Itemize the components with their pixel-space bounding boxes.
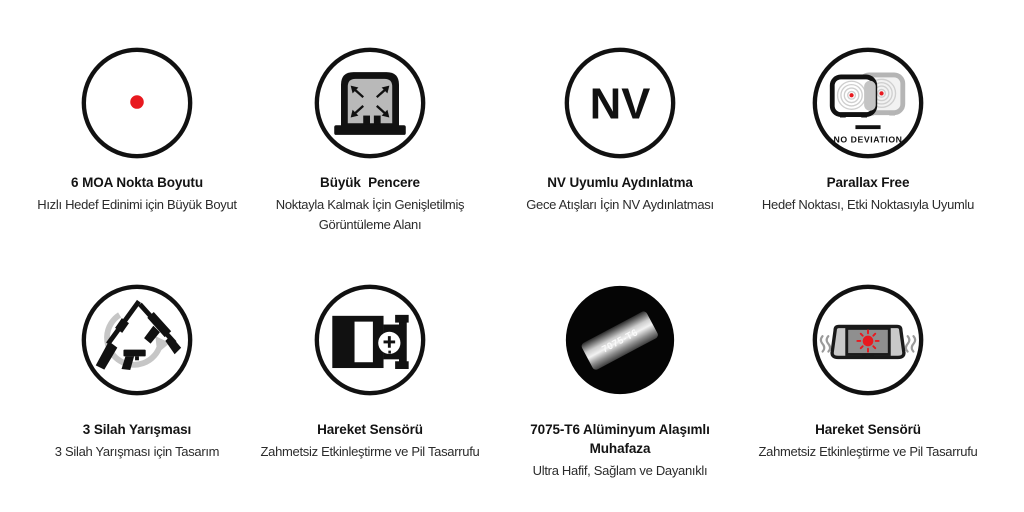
battery-motion-sensor-icon: [312, 282, 428, 398]
feature-subtitle: Hızlı Hedef Edinimi için Büyük Boyut: [37, 197, 237, 212]
feature-card-parallax-free: [740, 0, 996, 256]
aluminum-icon-label: 7075-T6: [600, 327, 641, 356]
feature-card-motion-sensor-battery: [242, 256, 498, 512]
feature-title: Büyük Pencere: [320, 175, 420, 190]
aluminum-housing-icon: [562, 282, 678, 398]
no-deviation-icon-label: NO DEVIATION: [833, 134, 903, 145]
feature-card-nv-compatible: [492, 0, 748, 256]
nv-icon-label: NV: [589, 80, 651, 129]
feature-subtitle: Gece Atışları İçin NV Aydınlatması: [526, 197, 714, 212]
feature-card-big-window: [242, 0, 498, 256]
feature-card-moa-dot-size: [9, 0, 265, 256]
feature-subtitle: Zahmetsiz Etkinleştirme ve Pil Tasarrufu: [260, 444, 480, 459]
feature-subtitle: 3 Silah Yarışması için Tasarım: [54, 444, 220, 459]
no-deviation-icon: [810, 45, 926, 161]
feature-subtitle: Zahmetsiz Etkinleştirme ve Pil Tasarrufu: [758, 444, 978, 459]
wide-window-icon: [312, 45, 428, 161]
feature-card-three-gun: [9, 256, 265, 512]
nv-icon: [562, 45, 678, 161]
feature-title: NV Uyumlu Aydınlatma: [547, 175, 693, 190]
feature-title: Parallax Free: [826, 175, 910, 190]
shake-motion-sensor-icon: [810, 282, 926, 398]
feature-card-motion-sensor-shake: [740, 256, 996, 512]
red-dot-reticle-icon: [79, 45, 195, 161]
three-gun-competition-icon: [79, 282, 195, 398]
feature-subtitle: Noktayla Kalmak İçin Genişletilmiş Görüntüleme Alanı: [275, 197, 465, 232]
feature-title: Hareket Sensörü: [815, 422, 921, 437]
feature-card-aluminum-housing: [492, 256, 748, 512]
feature-title: 7075-T6 Alüminyum Alaşımlı Muhafaza: [530, 422, 710, 456]
feature-title: 3 Silah Yarışması: [82, 422, 192, 437]
feature-title: 6 MOA Nokta Boyutu: [71, 175, 203, 190]
feature-title: Hareket Sensörü: [317, 422, 423, 437]
feature-subtitle: Ultra Hafif, Sağlam ve Dayanıklı: [532, 463, 708, 478]
feature-subtitle: Hedef Noktası, Etki Noktasıyla Uyumlu: [761, 197, 975, 212]
